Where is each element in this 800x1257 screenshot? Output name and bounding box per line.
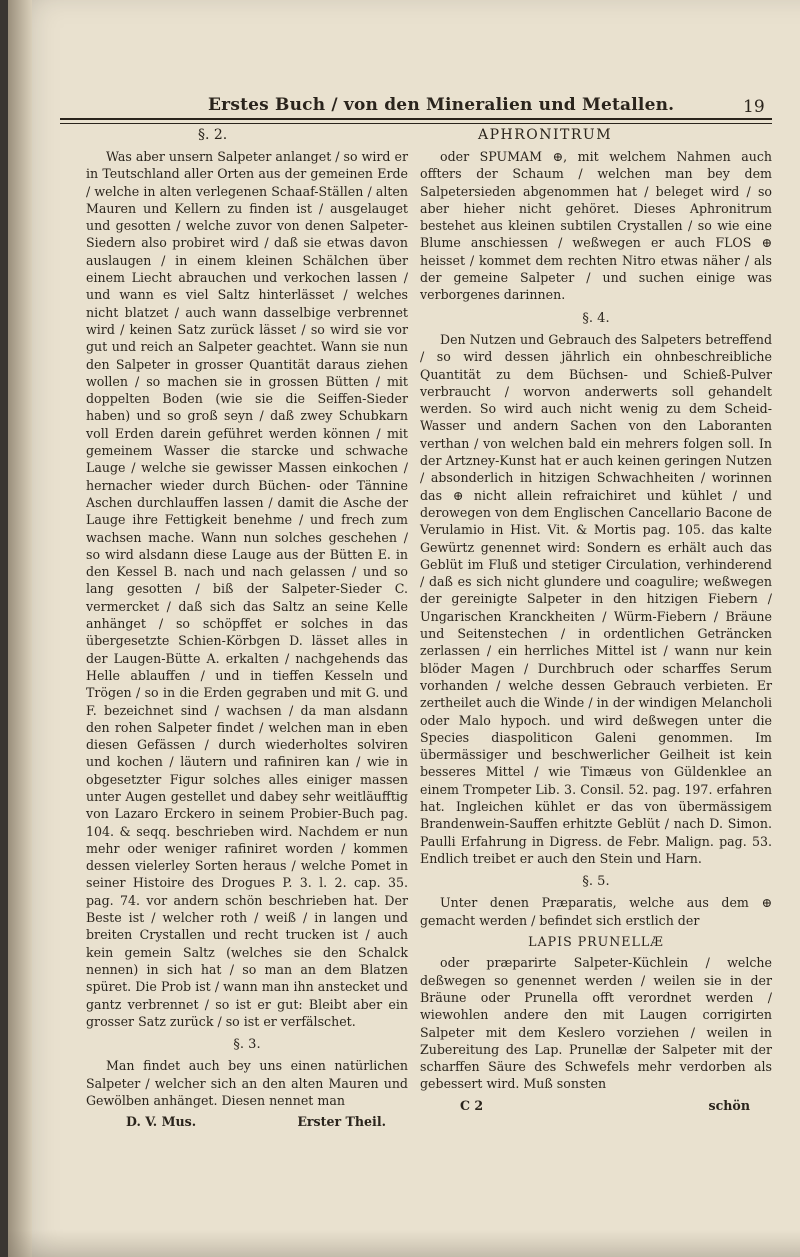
- running-head: Erstes Buch / von den Mineralien und Metallen.: [208, 95, 675, 115]
- section-number-3: §. 3.: [233, 1037, 261, 1053]
- section-number-4: §. 4.: [582, 310, 610, 326]
- signature-mark: D. V. Mus.: [126, 1114, 197, 1130]
- paragraph-4: Den Nutzen und Gebrauch des Salpeters betreffend / so wird dessen jährlich ein ohnbeschreibliche Quantität zu dem Büchsen- und Schieß-Pulver verbraucht / worvon anderwerts soll gehandelt werden. So wird auch nicht wenig zu dem Scheid-Wasser und andern Sachen von den Laboranten verthan / von welchen bald ein mehrers folgen soll. In der Artzney-Kunst hat er auch keinen geringen Nutzen / absonderlich in hitzigen Schwachheiten / worinnen das ⊕ nicht allein refraichiret und kühlet / und derowegen von dem Englischen Cancellario Bacone de Verulamio in Hist. Vit. & Mortis pag. 105. das kalte Gewürtz genennet wird: Sondern es erhält auch das Geblüt im Fluß und stetiger Circulation, verhinderend / daß es sich nicht glundere und coagulire; weßwegen der gereinigte Salpeter in den hitzigen Fiebern / Ungarischen Kranckheiten / Würm-Fiebern / Bräune und Seitenstechen / in ordentlichen Geträncken zerlassen / ein herrliches Mittel ist / wann nur kein blöder Magen / Durchbruch oder scharffes Serum vorhanden / welche dessen Gebrauch verbieten. Er zertheilet auch die Winde / in der windigen Melancholi oder Malo hypoch. und wird deßwegen unter die Species diaspoliticon Galeni genommen. Im übermässiger und beschwerlicher Geilheit ist kein besseres Mittel / wie Timæus von Güldenklee an einem Trompeter Lib. 3. Consil. 52. pag. 197. erfahren hat. Ingleichen kühlet er das von übermässigem Brandenwein-Sauffen erhitzte Geblüt / nach D. Simon. Paulli Erfahrung in Digress. de Febr. Malign. pag. 53. Endlich treibet er auch den Stein und Harn.: [420, 331, 773, 866]
- catchline-left: [86, 1113, 408, 1130]
- paragraph-2: Was aber unsern Salpeter anlanget / so wird er in Teutschland aller Orten aus der gemeinen Erde / welche in alten verlegenen Schaaf-Ställen / alten Mauren und Kellern zu finden ist / ausgelauget und gesotten / welche zuvor von denen Salpeter-Siedern also probiret wird / daß sie etwas davon auslaugen / in einem kleinen Schälchen über einem Liecht abrauchen und verkochen lassen / und wann es viel Saltz hinterlässet / welches nicht blatzet / auch wann dasselbige verbrennet wird / keinen Satz zurück lässet / so wird sie vor gut und reich an Salpeter geachtet. Wann sie nun den Salpeter in grosser Quantität daraus ziehen wollen / so machen sie in grossen Bütten / mit doppelten Boden (wie sie die Seiffen-Sieder haben) und so groß seyn / daß zwey Schubkarn voll Erden darein geführet werden können / mit gemeinem Wasser die starcke und schwache Lauge / welche sie gewisser Massen einkochen / hernacher wieder durch Büchen- oder Tännine Aschen durchlauffen lassen / damit die Asche der Lauge ihre Fettigkeit benehme / und frech zum wachsen mache. Wann nun solches geschehen / so wird alsdann diese Lauge aus der Bütten E. in den Kessel B. nach und nach gelassen / und so lang gesotten / biß der Salpeter-Sieder C. vermercket / daß sich das Saltz an seine Kelle anhänget / so schöpffet er solches in das übergesetzte Schien-Körbgen D. lässet alles in der Laugen-Bütte A. erkalten / nachgehends das Helle ablauffen / und in tieffen Kesseln und Trögen / so in die Erden gegraben und mit G. und F. bezeichnet sind / wachsen / da man alsdann den rohen Salpeter findet / welchen man in eben diesen Gefässen / durch wiederholtes solviren und kochen / läutern und rafiniren kan / wie in obgesetzter Figur solches alles einiger massen unter Augen gestellet und dabey sehr weitläufftig von Lazaro Erckero in seinem Probier-Buch pag. 104. & seqq. beschrieben wird. Nachdem er nun mehr oder weniger rafiniret worden / kommen dessen vielerley Sorten heraus / welche Pomet in seiner Histoire des Drogues P. 3. l. 2. cap. 35. pag. 74. vor andern schön beschrieben hat. Der Beste ist / welcher roth / weiß / in langen und breiten Crystallen und recht trucken ist / auch kein gemein Saltz (welches sie den Schalck nennen) in sich hat / so man an dem Blatzen spüret. Die Prob ist / wann man ihn anstecket und gantz verbrennet / so ist er gut: Bleibt aber ein grosser Satz zurück / so ist er verfälschet.: [86, 149, 408, 1029]
- section-number-2: §. 2.: [198, 127, 228, 143]
- paragraph-3: Man findet auch bey uns einen natürlichen Salpeter / welcher sich an den alten Mauren und Gewölben anhänget. Diesen nennet man: [86, 1058, 408, 1109]
- page-number: 19: [743, 97, 765, 117]
- catchword-left: Erster Theil.: [297, 1114, 386, 1130]
- book-gutter: [8, 0, 32, 1257]
- heading-aphronitrum: APHRONITRUM: [478, 127, 613, 143]
- book-page: [8, 0, 800, 1257]
- signature-c2: C 2: [460, 1097, 484, 1113]
- paragraph-5: oder præparirte Salpeter-Küchlein / welche deßwegen so genennet werden / weilen sie in der Bräune oder Prunella offt verordnet werden / wiewohlen andere den mit Laugen corrigirten Salpeter mit dem Keslero vorziehen / weilen in Zubereitung des Lap. Prunellæ der Salpeter mit der scharffen Säure des Schwefels mehr verdorben als gebessert wird. Muß sonsten: [420, 955, 772, 1092]
- page-edge-shadow: [8, 1230, 800, 1257]
- header-rule: [60, 118, 772, 124]
- paragraph-aphronitrum: oder SPUMAM ⊕, mit welchem Nahmen auch offters der Schaum / welchen man bey dem Salpetersieden abgenommen hat / beleget wird / so aber hieher nicht gehöret. Dieses Aphronitrum bestehet aus kleinen subtilen Crystallen / so wie eine Blume anschiessen / weßwegen er auch FLOS ⊕ heisset / kommet dem rechten Nitro etwas näher / als der gemeine Salpeter / und suchen einige was verborgenes darinnen.: [420, 149, 772, 303]
- catchword-right: schön: [708, 1097, 750, 1113]
- paragraph-5-intro: Unter denen Præparatis, welche aus dem ⊕ gemacht werden / befindet sich erstlich der: [420, 895, 772, 928]
- catchline-right: [420, 1097, 772, 1114]
- section-number-5: §. 5.: [582, 874, 610, 890]
- left-column: [86, 148, 408, 1131]
- right-column: [420, 148, 772, 1114]
- heading-lapis-prunellae: LAPIS PRUNELLÆ: [528, 934, 664, 950]
